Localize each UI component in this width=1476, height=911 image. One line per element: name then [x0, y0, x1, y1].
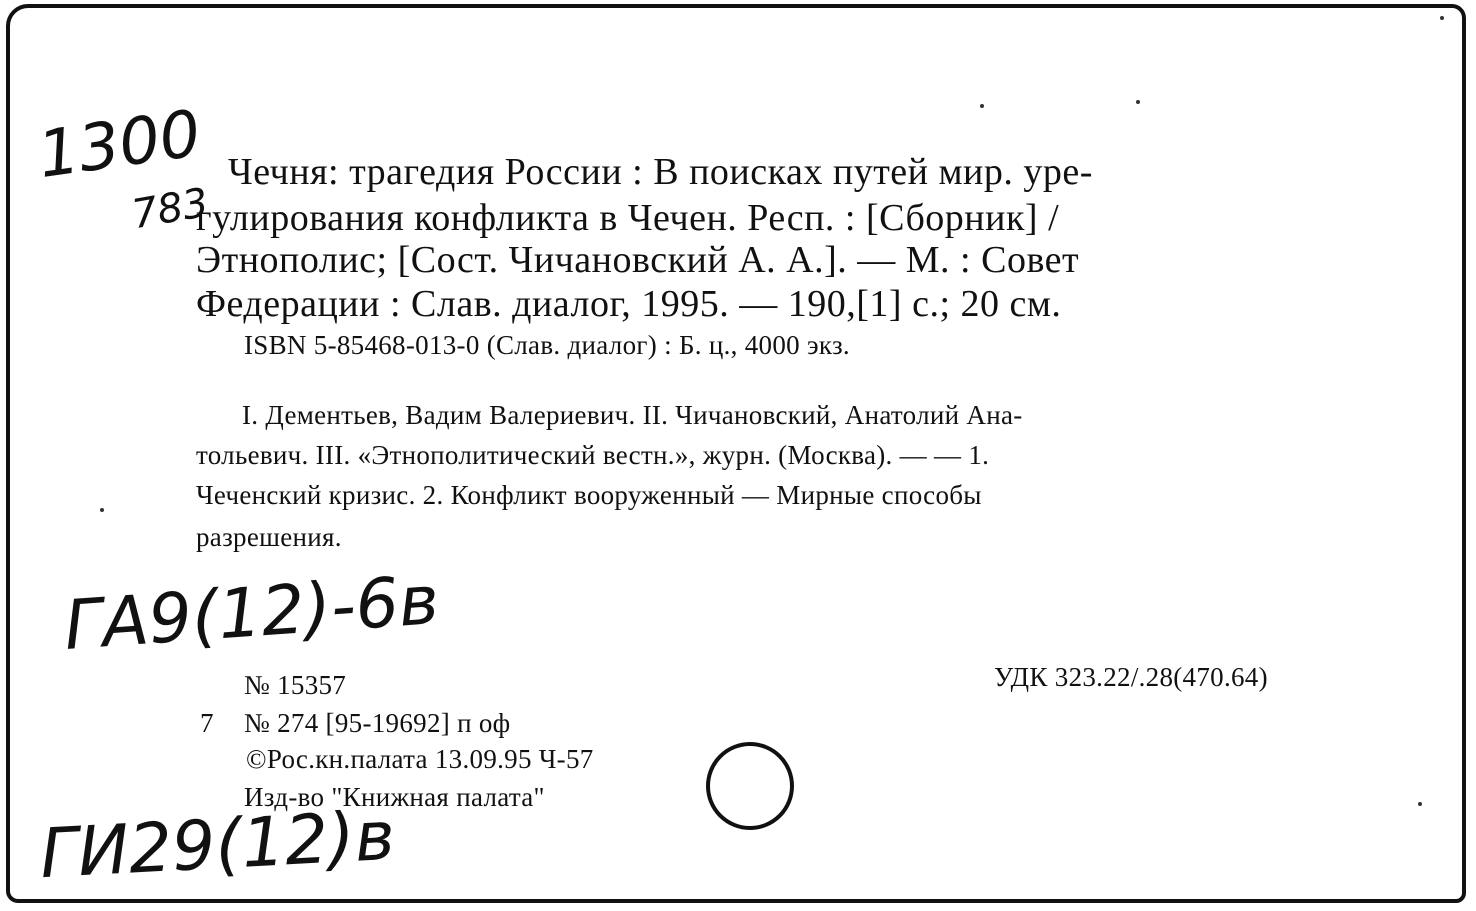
subject-line-4: разрешения. — [196, 522, 342, 552]
title-line-3: Этнополис; [Сост. Чичановский А. А.]. — М. : Совет — [196, 239, 1080, 281]
scan-speck — [100, 508, 104, 512]
handwritten-code-2: ГИ29(12)в — [38, 796, 397, 895]
order-prefix: 7 — [200, 708, 214, 738]
publisher-line: Изд-во "Книжная палата" — [244, 782, 545, 812]
subject-line-3: Чеченский кризис. 2. Конфликт вооруженный — Мирные способы — [196, 480, 982, 510]
isbn-line: ISBN 5-85468-013-0 (Слав. диалог) : Б. ц., 4000 экз. — [244, 330, 850, 360]
card-number: № 15357 — [244, 670, 347, 700]
order-line: № 274 [95-19692] п оф — [244, 708, 511, 738]
scan-speck — [1440, 16, 1444, 20]
title-line-1: Чечня: трагедия России : В поисках путей мир. уре- — [228, 151, 1093, 193]
title-line-4: Федерации : Слав. диалог, 1995. — 190,[1] с.; 20 см. — [196, 283, 1062, 325]
punch-hole — [706, 742, 794, 830]
scan-speck — [1136, 100, 1140, 104]
udk-code: УДК 323.22/.28(470.64) — [994, 662, 1268, 692]
title-line-2: гулирования конфликта в Чечен. Респ. : [Сборник] / — [196, 197, 1060, 239]
shelf-mark-top: 1300 — [33, 97, 206, 193]
scan-speck — [980, 104, 984, 108]
shelf-mark-bottom: 783 — [128, 179, 212, 239]
copyright-line: ©Рос.кн.палата 13.09.95 Ч-57 — [246, 744, 594, 774]
subject-line-1: I. Дементьев, Вадим Валериевич. II. Чичановский, Анатолий Ана- — [242, 400, 1023, 430]
subject-line-2: тольевич. III. «Этнополитический вестн.», журн. (Москва). — — 1. — [196, 440, 990, 470]
scan-speck — [1418, 802, 1422, 806]
handwritten-code-1: ГА9(12)-6в — [61, 561, 442, 666]
